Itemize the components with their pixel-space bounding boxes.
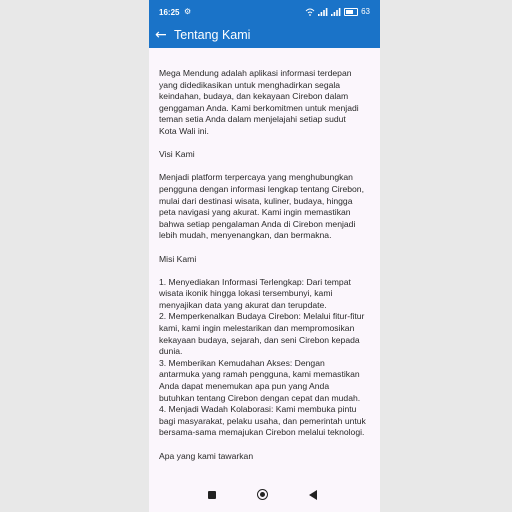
misi-paragraph: 1. Menyediakan Informasi Terlengkap: Dari tempat wisata ikonik hingga lokasi tersembunyi, kami menyajikan data yang akurat dan terupdate. 2. Memperkenalkan Budaya Cirebon: Melalui fitur-fitur kami, kami ingin melestarikan dan mempromosikan kekayaan budaya, sejarah, dan seni Cirebon kepada dunia. 3. Memberikan Kemudahan Akses: Dengan antarmuka yang ramah pengguna, kami memastikan Anda dapat menemukan apa pun yang Anda butuhkan tentang Cirebon dengan cepat dan mudah. 4. Menjadi Wadah Kolaborasi: Kami membuka pintu bagi masyarakat, pelaku usaha, dan pemerintah untuk bersama-sama memajukan Cirebon melalui teknologi. <box>159 276 366 438</box>
misi-heading: Misi Kami <box>159 253 197 264</box>
gear-icon: ⚙ <box>184 7 192 16</box>
status-time: 16:25 <box>159 8 180 17</box>
battery-level: 63 <box>361 7 370 16</box>
wifi-icon <box>305 8 315 16</box>
back-triangle-icon[interactable] <box>309 490 317 500</box>
home-icon[interactable] <box>257 489 268 500</box>
page-title: Tentang Kami <box>174 28 251 42</box>
app-bar <box>149 24 380 48</box>
about-content <box>159 68 373 474</box>
visi-heading: Visi Kami <box>159 149 195 160</box>
visi-paragraph: Menjadi platform terpercaya yang menghubungkan pengguna dengan informasi lengkap tentang Cirebon, mulai dari destinasi wisata, kuliner, budaya, hingga peta navigasi yang akurat. Kami ingin memastikan bahwa setiap pengalaman Anda di Cirebon menjadi lebih mudah, menyenangkan, dan bermakna. <box>159 172 364 241</box>
intro-paragraph: Mega Mendung adalah aplikasi informasi terdepan yang didedikasikan untuk menghadirkan segala keindahan, budaya, dan kekayaan Cirebon dalam genggaman Anda. Kami berkomitmen untuk menjadi teman setia Anda dalam menjelajahi setiap sudut Kota Wali ini. <box>159 68 359 136</box>
signal-icon-2 <box>331 8 341 16</box>
signal-icon <box>318 8 328 16</box>
arrow-left-icon[interactable]: ← <box>155 27 167 43</box>
recents-icon[interactable] <box>208 491 216 499</box>
battery-icon <box>344 8 358 16</box>
tawarkan-heading: Apa yang kami tawarkan <box>159 450 254 461</box>
status-bar <box>149 0 380 24</box>
phone-screen <box>149 0 380 512</box>
status-right <box>305 7 370 16</box>
system-nav-bar <box>149 481 380 512</box>
